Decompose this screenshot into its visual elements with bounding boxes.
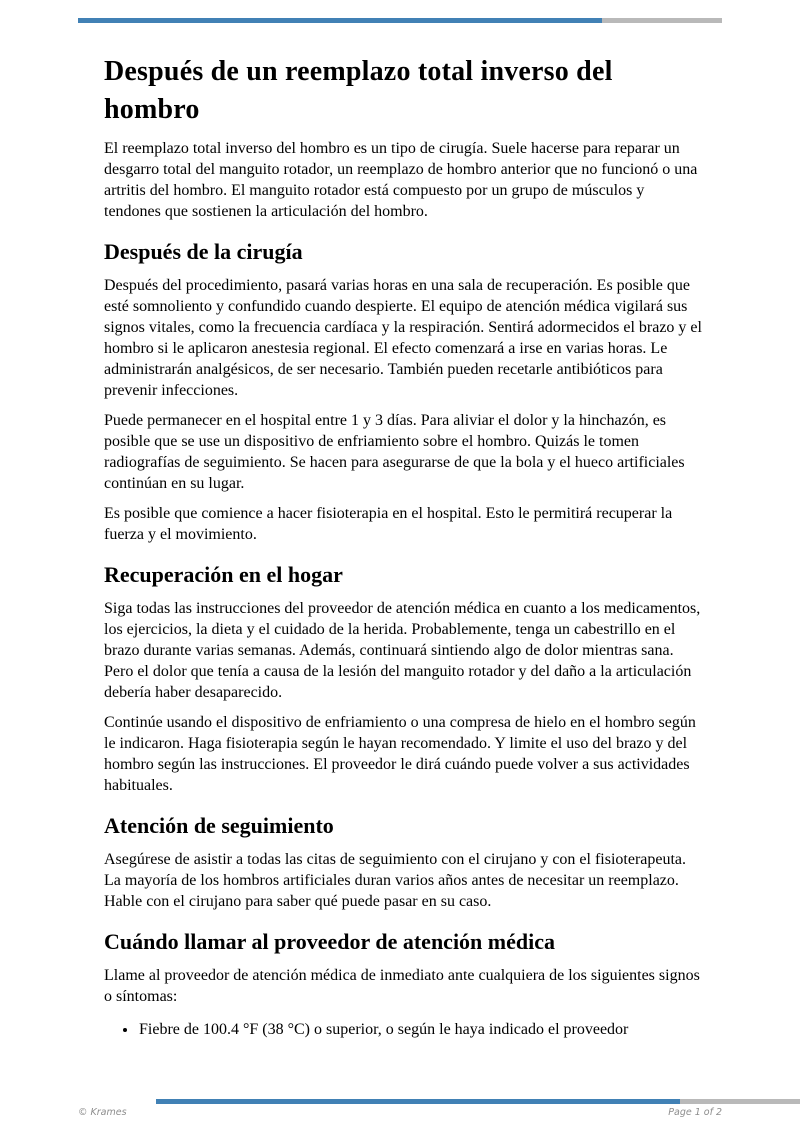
document-content	[0, 53, 800, 1040]
paragraph: Después del procedimiento, pasará varias horas en una sala de recuperación. Es posible que esté somnoliento y confundido cuando despierte. El equipo de atención médica vigilará sus signos vitales, como la frecuencia cardíaca y la respiración. Sentirá adormecidos el brazo y el hombro si le aplicaron anestesia regional. El efecto comenzará a irse en varias horas. Le administrarán analgésicos, de ser necesario. También pueden recetarle antibióticos para prevenir infecciones.	[104, 277, 702, 399]
page-footer	[78, 1099, 722, 1118]
page-title: Después de un reemplazo total inverso del hombro	[104, 56, 613, 125]
paragraph: Asegúrese de asistir a todas las citas de seguimiento con el cirujano y con el fisioterapeuta. La mayoría de los hombros artificiales duran varios años antes de necesitar un reemplazo. Hable con el cirujano para saber qué puede pasar en su caso.	[104, 851, 687, 910]
top-divider-accent	[78, 18, 602, 23]
paragraph: Puede permanecer en el hospital entre 1 y 3 días. Para aliviar el dolor y la hinchazón, es posible que se use un dispositivo de enfriamiento sobre el hombro. Quizás le tomen radiografías de seguimiento. Se hacen para asegurarse de que la bola y el hueco artificiales continúan en su lugar.	[104, 412, 685, 492]
symptom-list	[104, 1019, 704, 1040]
top-divider	[78, 18, 722, 23]
copyright-text: © Krames	[78, 1107, 127, 1118]
footer-divider	[156, 1099, 800, 1104]
footer-divider-accent	[156, 1099, 680, 1104]
paragraph: Llame al proveedor de atención médica de inmediato ante cualquiera de los siguientes signos o síntomas:	[104, 967, 700, 1005]
section-heading-after-surgery: Después de la cirugía	[104, 239, 303, 264]
paragraph: Continúe usando el dispositivo de enfriamiento o una compresa de hielo en el hombro según le indicaron. Haga fisioterapia según le hayan recomendado. Y limite el uso del brazo y del hombro según las instrucciones. El proveedor le dirá cuándo puede volver a sus actividades habituales.	[104, 714, 696, 794]
paragraph: Es posible que comience a hacer fisioterapia en el hospital. Esto le permitirá recuperar la fuerza y el movimiento.	[104, 505, 673, 543]
section-heading-when-to-call: Cuándo llamar al proveedor de atención médica	[104, 929, 555, 954]
section-heading-home-recovery: Recuperación en el hogar	[104, 562, 343, 587]
section-heading-follow-up: Atención de seguimiento	[104, 813, 334, 838]
footer-row	[78, 1107, 722, 1118]
page-number: Page 1 of 2	[668, 1107, 722, 1118]
paragraph: Siga todas las instrucciones del proveedor de atención médica en cuanto a los medicamentos, los ejercicios, la dieta y el cuidado de la herida. Probablemente, tenga un cabestrillo en el brazo durante varias semanas. Además, continuará sintiendo algo de dolor mientras sana. Pero el dolor que tenía a causa de la lesión del manguito rotador y del daño a la articulación debería haber desaparecido.	[104, 600, 701, 701]
intro-paragraph: El reemplazo total inverso del hombro es un tipo de cirugía. Suele hacerse para reparar un desgarro total del manguito rotador, un reemplazo de hombro anterior que no funcionó o una artritis del hombro. El manguito rotador está compuesto por un grupo de músculos y tendones que sostienen la articulación del hombro.	[104, 140, 698, 220]
list-item: • Fiebre de 100.4 °F (38 °C) o superior, o según le haya indicado el proveedor	[138, 1019, 704, 1040]
